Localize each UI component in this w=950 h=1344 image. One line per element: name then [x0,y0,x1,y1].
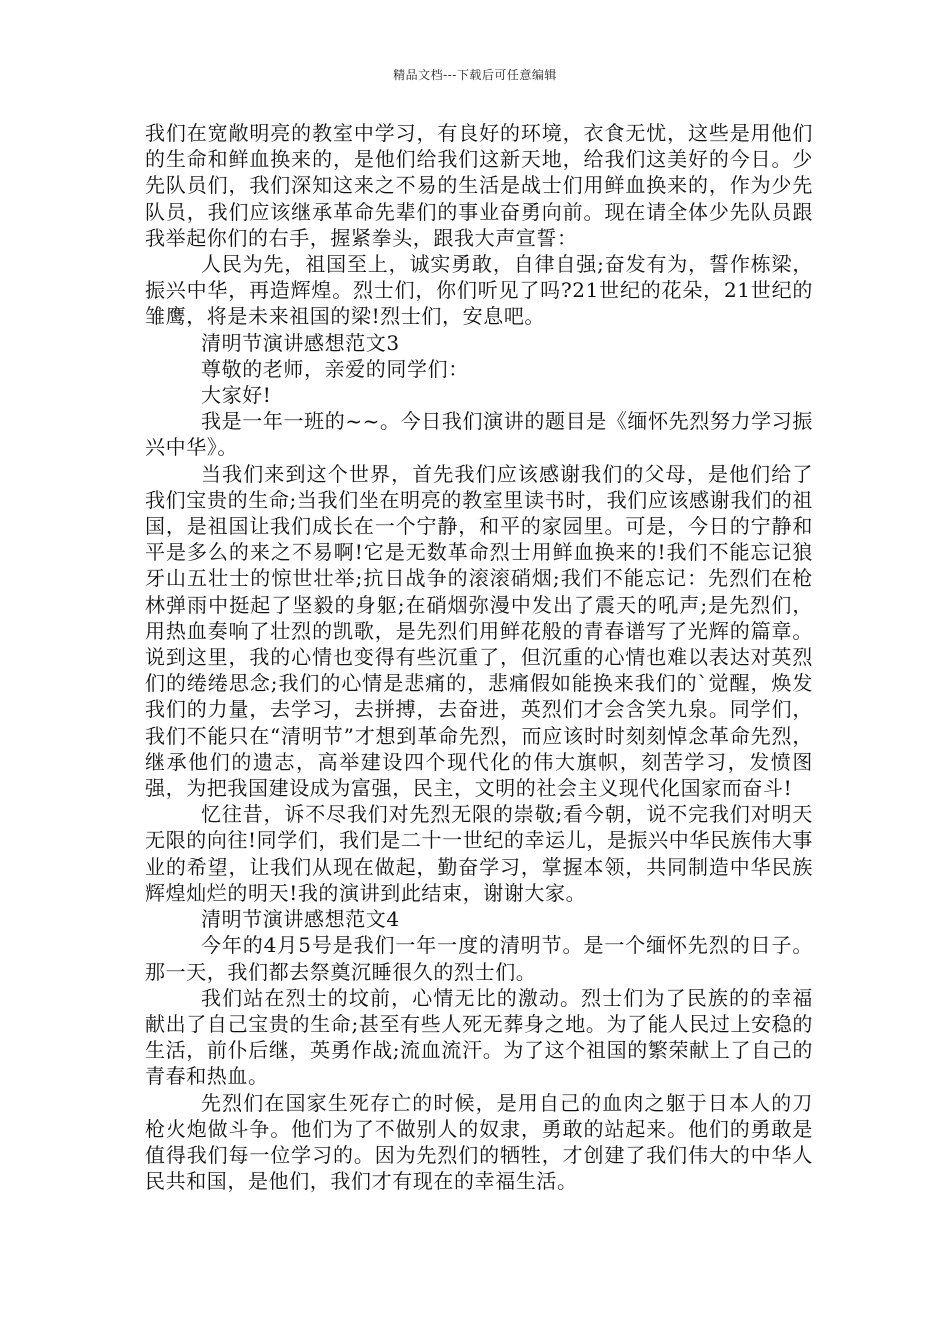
document-body [145,120,813,1194]
page-header: 精品文档---下载后可任意编辑 [393,68,557,82]
paragraph-main: 当我们来到这个世界，首先我们应该感谢我们的父母，是他们给了我们宝贵的生命;当我们坐在明亮的教室里读书时，我们应该感谢我们的祖国，是祖国让我们成长在一个宁静，和平的家园里。可是，今日的宁静和平是多么的来之不易啊!它是无数革命烈士用鲜血换来的!我们不能忘记狼牙山五壮士的惊世壮举;抗日战争的滚滚硝烟;我们不能忘记：先烈们在枪林弹雨中挺起了坚毅的身躯;在硝烟弥漫中发出了震天的吼声;是先烈们，用热血奏响了壮烈的凯歌，是先烈们用鲜花般的青春谱写了光辉的篇章。说到这里，我的心情也变得有些沉重了，但沉重的心情也难以表达对英烈们的绻绻思念;我们的心情是悲痛的，悲痛假如能换来我们的`觉醒，焕发我们的力量，去学习，去拼搏，去奋进，英烈们才会含笑九泉。同学们，我们不能只在“清明节”才想到革命先烈，而应该时时刻刻悼念革命先烈，继承他们的遗志，高举建设四个现代化的伟大旗帜，刻苦学习，发愤图强，为把我国建设成为富强，民主，文明的社会主义现代化国家而奋斗! [145,461,813,801]
paragraph-closing: 忆往昔，诉不尽我们对先烈无限的崇敬;看今朝，说不完我们对明天无限的向往!同学们，我们是二十一世纪的幸运儿，是振兴中华民族伟大事业的希望，让我们从现在做起，勤奋学习，掌握本领，共同制造中华民族辉煌灿烂的明天!我的演讲到此结束，谢谢大家。 [145,802,813,905]
section-title-3: 清明节演讲感想范文3 [201,330,400,355]
greeting: 大家好! [201,383,272,408]
paragraph-martyrs: 先烈们在国家生死存亡的时候，是用自己的血肉之躯于日本人的刀枪火炮做斗争。他们为了不做别人的奴隶，勇敢的站起来。他们的勇敢是值得我们每一位学习的。因为先烈们的牺牲，才创建了我们伟大的中华人民共和国，是他们，我们才有现在的幸福生活。 [145,1090,813,1194]
paragraph-intro: 我们在宽敞明亮的教室中学习，有良好的环境，衣食无忧，这些是用他们的生命和鲜血换来的，是他们给我们这新天地，给我们这美好的今日。少先队员们，我们深知这来之不易的生活是战士们用鲜血换来的，作为少先队员，我们应该继承革命先辈们的事业奋勇向前。现在请全体少先队员跟我举起你们的右手，握紧拳头，跟我大声宣誓： [145,121,813,250]
section-title-4: 清明节演讲感想范文4 [201,907,400,932]
salutation: 尊敬的老师，亲爱的同学们： [201,356,469,381]
paragraph-oath: 人民为先，祖国至上，诚实勇敢，自律自强;奋发有为，誓作栋梁，振兴中华，再造辉煌。烈士们，你们听见了吗?21世纪的花朵，21世纪的雏鹰，将是未来祖国的梁!烈士们，安息吧。 [145,252,813,329]
paragraph-qingming: 今年的4月5号是我们一年一度的清明节。是一个缅怀先烈的日子。那一天，我们都去祭奠沉睡很久的烈士们。 [145,933,813,984]
paragraph-topic: 我是一年一班的~~。今日我们演讲的题目是《缅怀先烈努力学习振兴中华》。 [145,409,813,460]
paragraph-tomb: 我们站在烈士的坟前，心情无比的激动。烈士们为了民族的的幸福献出了自己宝贵的生命;甚至有些人死无葬身之地。为了能人民过上安稳的生活，前仆后继，英勇作战;流血流汗。为了这个祖国的繁荣献上了自己的青春和热血。 [145,985,813,1089]
